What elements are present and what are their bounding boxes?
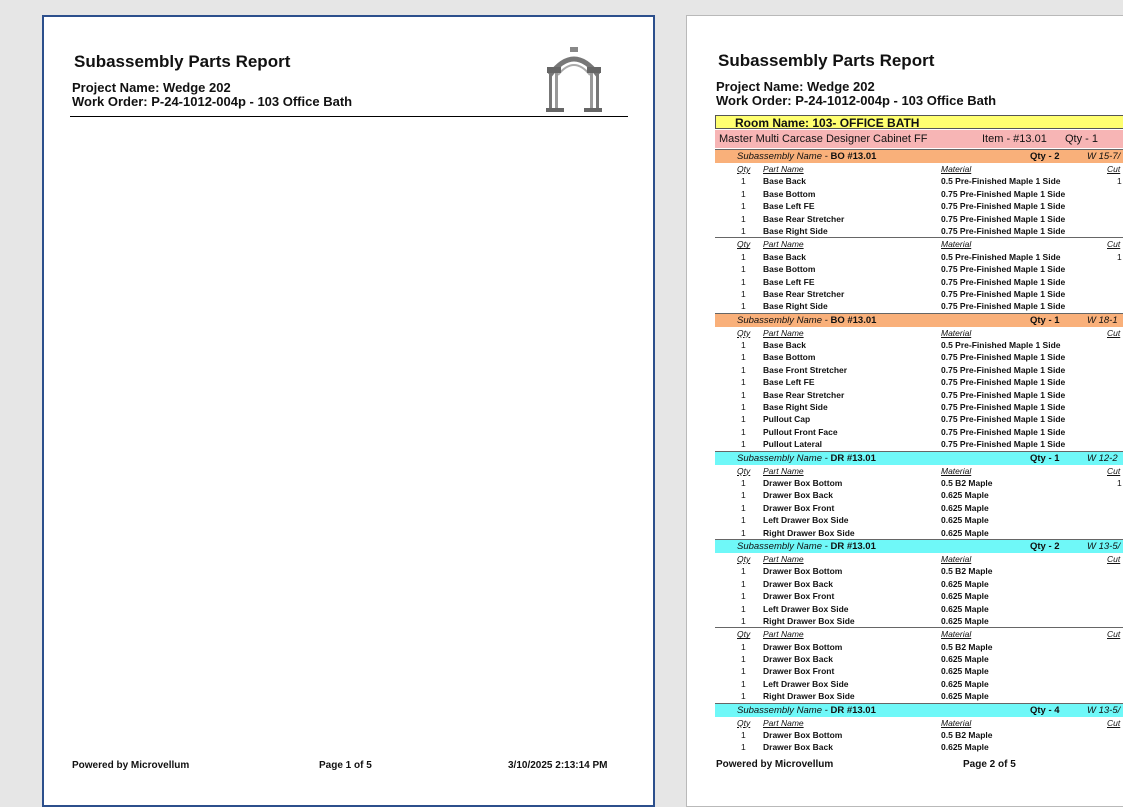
part-row (715, 603, 1123, 615)
report-title: Subassembly Parts Report (718, 51, 935, 70)
part-name: Drawer Box Back (763, 490, 833, 501)
subassembly-code: DR #13.01 (830, 452, 876, 464)
part-material: 0.625 Maple (941, 691, 989, 702)
subassembly-code: DR #13.01 (830, 704, 876, 716)
cabinet-qty: Qty - 1 (1065, 133, 1099, 145)
subassembly-dimension: W 12-2 (1087, 452, 1118, 464)
part-name: Base Right Side (763, 301, 828, 312)
cut-header: Cut (1107, 629, 1121, 640)
subassembly-code: BO #13.01 (830, 314, 877, 326)
qty-header: Qty (737, 553, 751, 564)
part-qty: 1 (741, 591, 746, 602)
part-material: 0.625 Maple (941, 502, 989, 513)
part-name: Base Left FE (763, 201, 815, 212)
subassembly-dimension: W 13-5/ (1087, 540, 1121, 552)
part-name-header: Part Name (763, 629, 804, 640)
part-material: 0.5 Pre-Finished Maple 1 Side (941, 340, 1061, 351)
part-qty: 1 (741, 364, 746, 375)
part-name: Base Left FE (763, 377, 815, 388)
subassembly-parts (715, 163, 1123, 313)
part-row (715, 578, 1123, 590)
part-qty: 1 (741, 176, 746, 187)
part-qty: 1 (741, 377, 746, 388)
part-qty: 1 (741, 578, 746, 589)
column-header-row (715, 327, 1123, 339)
part-qty: 1 (741, 288, 746, 299)
subassembly-band (715, 539, 1123, 553)
part-name: Drawer Box Bottom (763, 641, 843, 652)
subassembly-name (737, 150, 876, 163)
part-row (715, 376, 1123, 388)
subassembly-dimension: W 13-5/ (1087, 704, 1121, 716)
part-material: 0.625 Maple (941, 666, 989, 677)
part-qty: 1 (741, 201, 746, 212)
subassembly-qty: Qty - 4 (1030, 704, 1060, 716)
part-cut: 1 (1117, 477, 1122, 488)
part-name: Left Drawer Box Side (763, 603, 849, 614)
part-material: 0.75 Pre-Finished Maple 1 Side (941, 377, 1066, 388)
part-row (715, 213, 1123, 225)
part-row (715, 565, 1123, 577)
part-material: 0.75 Pre-Finished Maple 1 Side (941, 264, 1066, 275)
part-row (715, 729, 1123, 741)
part-name: Base Rear Stretcher (763, 213, 845, 224)
part-name: Drawer Box Back (763, 578, 833, 589)
subassembly-band (715, 451, 1123, 465)
subassembly-qty: Qty - 1 (1030, 314, 1060, 326)
part-qty: 1 (741, 527, 746, 538)
part-qty: 1 (741, 641, 746, 652)
part-qty: 1 (741, 213, 746, 224)
cabinet-band (715, 130, 1123, 148)
part-row (715, 641, 1123, 653)
part-material: 0.75 Pre-Finished Maple 1 Side (941, 213, 1066, 224)
part-row (715, 364, 1123, 376)
footer-page-number: Page 2 of 5 (963, 759, 1016, 770)
part-qty: 1 (741, 515, 746, 526)
material-header: Material (941, 465, 972, 476)
part-name: Base Bottom (763, 188, 816, 199)
subassembly-qty: Qty - 2 (1030, 151, 1060, 162)
subassembly-label: Subassembly Name - (737, 314, 831, 326)
subassembly-name (737, 540, 876, 553)
part-row (715, 200, 1123, 212)
work-order: Work Order: P-24-1012-004p - 103 Office Bath (72, 94, 353, 109)
part-row (715, 502, 1123, 514)
part-name-header: Part Name (763, 239, 804, 250)
part-material: 0.5 Pre-Finished Maple 1 Side (941, 176, 1061, 187)
part-qty: 1 (741, 264, 746, 275)
part-material: 0.5 B2 Maple (941, 477, 993, 488)
part-material: 0.625 Maple (941, 678, 989, 689)
part-row (715, 251, 1123, 263)
part-material: 0.75 Pre-Finished Maple 1 Side (941, 225, 1066, 236)
part-material: 0.75 Pre-Finished Maple 1 Side (941, 364, 1066, 375)
part-qty: 1 (741, 615, 746, 626)
material-header: Material (941, 327, 972, 338)
part-row (715, 741, 1123, 753)
part-row (715, 615, 1123, 627)
cut-header: Cut (1107, 164, 1121, 174)
part-row (715, 188, 1123, 200)
part-cut: 1 (1117, 251, 1122, 262)
part-name-header: Part Name (763, 465, 804, 476)
parts-group (715, 627, 1123, 702)
part-name: Pullout Cap (763, 414, 811, 425)
part-name: Drawer Box Back (763, 654, 833, 665)
parts-group (715, 327, 1123, 451)
part-qty: 1 (741, 678, 746, 689)
column-header-row (715, 163, 1123, 175)
part-material: 0.75 Pre-Finished Maple 1 Side (941, 414, 1066, 425)
column-header-row (715, 238, 1123, 250)
qty-header: Qty (737, 629, 751, 640)
footer-powered-by: Powered by Microvellum (716, 759, 834, 770)
part-material: 0.75 Pre-Finished Maple 1 Side (941, 439, 1066, 450)
part-row (715, 438, 1123, 450)
part-qty: 1 (741, 742, 746, 753)
part-name: Pullout Lateral (763, 439, 823, 450)
part-row (715, 665, 1123, 677)
part-row (715, 653, 1123, 665)
part-qty: 1 (741, 340, 746, 351)
part-row (715, 401, 1123, 413)
part-name: Pullout Front Face (763, 426, 838, 437)
arch-logo-icon (544, 45, 604, 118)
part-name: Base Left FE (763, 276, 815, 287)
part-material: 0.5 B2 Maple (941, 730, 993, 741)
part-name: Base Rear Stretcher (763, 288, 845, 299)
part-name: Base Back (763, 251, 807, 262)
parts-group (715, 237, 1123, 312)
report-title: Subassembly Parts Report (74, 52, 291, 71)
part-name-header: Part Name (763, 164, 804, 174)
subassembly-band (715, 703, 1123, 717)
qty-header: Qty (737, 717, 751, 728)
part-qty: 1 (741, 730, 746, 741)
column-header-row (715, 553, 1123, 565)
part-material: 0.5 B2 Maple (941, 641, 993, 652)
cut-header: Cut (1107, 327, 1121, 338)
part-qty: 1 (741, 251, 746, 262)
part-row (715, 489, 1123, 501)
part-material: 0.625 Maple (941, 591, 989, 602)
cabinet-item: Item - #13.01 (982, 133, 1047, 145)
subassembly-name (737, 314, 876, 327)
part-name: Left Drawer Box Side (763, 678, 849, 689)
parts-group (715, 465, 1123, 539)
subassembly-name (737, 452, 876, 465)
parts-group (715, 717, 1123, 754)
subassembly-band (715, 313, 1123, 327)
cut-header: Cut (1107, 465, 1121, 476)
part-material: 0.75 Pre-Finished Maple 1 Side (941, 426, 1066, 437)
part-row (715, 389, 1123, 401)
cut-header: Cut (1107, 717, 1121, 728)
part-material: 0.75 Pre-Finished Maple 1 Side (941, 276, 1066, 287)
part-row (715, 339, 1123, 351)
qty-header: Qty (737, 239, 751, 250)
part-material: 0.75 Pre-Finished Maple 1 Side (941, 402, 1066, 413)
part-qty: 1 (741, 301, 746, 312)
part-name-header: Part Name (763, 327, 804, 338)
material-header: Material (941, 717, 972, 728)
part-material: 0.75 Pre-Finished Maple 1 Side (941, 389, 1066, 400)
part-name: Left Drawer Box Side (763, 515, 849, 526)
part-name: Drawer Box Front (763, 502, 835, 513)
part-row (715, 690, 1123, 702)
part-material: 0.625 Maple (941, 515, 989, 526)
part-row (715, 527, 1123, 539)
part-qty: 1 (741, 389, 746, 400)
report-page-1 (42, 15, 655, 807)
part-material: 0.75 Pre-Finished Maple 1 Side (941, 352, 1066, 363)
part-material: 0.75 Pre-Finished Maple 1 Side (941, 201, 1066, 212)
report-page-2 (686, 15, 1123, 807)
part-qty: 1 (741, 276, 746, 287)
part-name: Base Bottom (763, 352, 816, 363)
part-qty: 1 (741, 225, 746, 236)
part-qty: 1 (741, 666, 746, 677)
part-qty: 1 (741, 439, 746, 450)
part-row (715, 514, 1123, 526)
part-qty: 1 (741, 426, 746, 437)
part-name: Right Drawer Box Side (763, 615, 855, 626)
part-qty: 1 (741, 414, 746, 425)
material-header: Material (941, 164, 972, 174)
part-qty: 1 (741, 502, 746, 513)
part-name: Base Back (763, 176, 807, 187)
subassembly-dimension: W 18-1 (1087, 314, 1118, 326)
subassembly-parts (715, 553, 1123, 703)
part-name: Drawer Box Bottom (763, 477, 843, 488)
part-row (715, 276, 1123, 288)
subassembly-qty: Qty - 2 (1030, 540, 1060, 552)
subassembly-parts (715, 465, 1123, 539)
part-row (715, 300, 1123, 312)
part-row (715, 175, 1123, 187)
part-row (715, 351, 1123, 363)
part-qty: 1 (741, 490, 746, 501)
part-qty: 1 (741, 603, 746, 614)
parts-group (715, 553, 1123, 627)
room-name-band: Room Name: 103- OFFICE BATH (715, 115, 1123, 129)
subassembly-label: Subassembly Name - (737, 151, 831, 162)
work-order: Work Order: P-24-1012-004p - 103 Office Bath (716, 93, 997, 108)
subassembly-code: DR #13.01 (830, 540, 876, 552)
qty-header: Qty (737, 164, 751, 174)
header-rule (70, 116, 628, 117)
part-material: 0.625 Maple (941, 527, 989, 538)
part-row (715, 477, 1123, 489)
subassembly-name (737, 704, 876, 717)
part-material: 0.625 Maple (941, 615, 989, 626)
part-name: Drawer Box Front (763, 666, 835, 677)
part-qty: 1 (741, 566, 746, 577)
part-name: Drawer Box Bottom (763, 730, 843, 741)
project-name: Project Name: Wedge 202 (716, 79, 875, 94)
subassembly-label: Subassembly Name - (737, 704, 831, 716)
footer-timestamp: 3/10/2025 2:13:14 PM (508, 760, 608, 771)
part-qty: 1 (741, 188, 746, 199)
part-material: 0.5 B2 Maple (941, 566, 993, 577)
part-cut: 1 (1117, 176, 1122, 187)
project-name: Project Name: Wedge 202 (72, 80, 231, 95)
subassembly-qty: Qty - 1 (1030, 452, 1060, 464)
subassembly-band (715, 149, 1123, 163)
part-material: 0.75 Pre-Finished Maple 1 Side (941, 301, 1066, 312)
part-name: Drawer Box Front (763, 591, 835, 602)
part-row (715, 225, 1123, 237)
subassembly-code: BO #13.01 (830, 151, 877, 162)
column-header-row (715, 465, 1123, 477)
part-material: 0.625 Maple (941, 578, 989, 589)
part-qty: 1 (741, 352, 746, 363)
part-name: Base Front Stretcher (763, 364, 848, 375)
part-name-header: Part Name (763, 553, 804, 564)
part-name: Base Back (763, 340, 807, 351)
parts-group (715, 163, 1123, 237)
column-header-row (715, 628, 1123, 640)
part-name: Base Right Side (763, 225, 828, 236)
part-material: 0.625 Maple (941, 603, 989, 614)
part-material: 0.75 Pre-Finished Maple 1 Side (941, 288, 1066, 299)
part-name-header: Part Name (763, 717, 804, 728)
part-row (715, 413, 1123, 425)
footer-powered-by: Powered by Microvellum (72, 760, 190, 771)
column-header-row (715, 717, 1123, 729)
cut-header: Cut (1107, 239, 1121, 250)
part-name: Base Right Side (763, 402, 828, 413)
part-material: 0.625 Maple (941, 742, 989, 753)
footer-page-number: Page 1 of 5 (319, 760, 372, 771)
part-name: Right Drawer Box Side (763, 691, 855, 702)
subassembly-label: Subassembly Name - (737, 452, 831, 464)
part-name: Right Drawer Box Side (763, 527, 855, 538)
material-header: Material (941, 239, 972, 250)
qty-header: Qty (737, 327, 751, 338)
cut-header: Cut (1107, 553, 1121, 564)
part-name: Base Bottom (763, 264, 816, 275)
material-header: Material (941, 629, 972, 640)
subassembly-parts (715, 327, 1123, 451)
part-qty: 1 (741, 477, 746, 488)
part-qty: 1 (741, 691, 746, 702)
subassembly-list (715, 149, 1123, 754)
subassembly-label: Subassembly Name - (737, 540, 831, 552)
part-qty: 1 (741, 402, 746, 413)
material-header: Material (941, 553, 972, 564)
cabinet-name: Master Multi Carcase Designer Cabinet FF (719, 133, 928, 145)
part-row (715, 678, 1123, 690)
part-material: 0.5 Pre-Finished Maple 1 Side (941, 251, 1061, 262)
part-qty: 1 (741, 654, 746, 665)
part-name: Base Rear Stretcher (763, 389, 845, 400)
part-material: 0.625 Maple (941, 654, 989, 665)
part-row (715, 426, 1123, 438)
part-name: Drawer Box Back (763, 742, 833, 753)
subassembly-parts (715, 717, 1123, 754)
part-row (715, 288, 1123, 300)
part-row (715, 263, 1123, 275)
part-name: Drawer Box Bottom (763, 566, 843, 577)
qty-header: Qty (737, 465, 751, 476)
part-row (715, 590, 1123, 602)
part-material: 0.625 Maple (941, 490, 989, 501)
part-material: 0.75 Pre-Finished Maple 1 Side (941, 188, 1066, 199)
subassembly-dimension: W 15-7/ (1087, 151, 1121, 162)
